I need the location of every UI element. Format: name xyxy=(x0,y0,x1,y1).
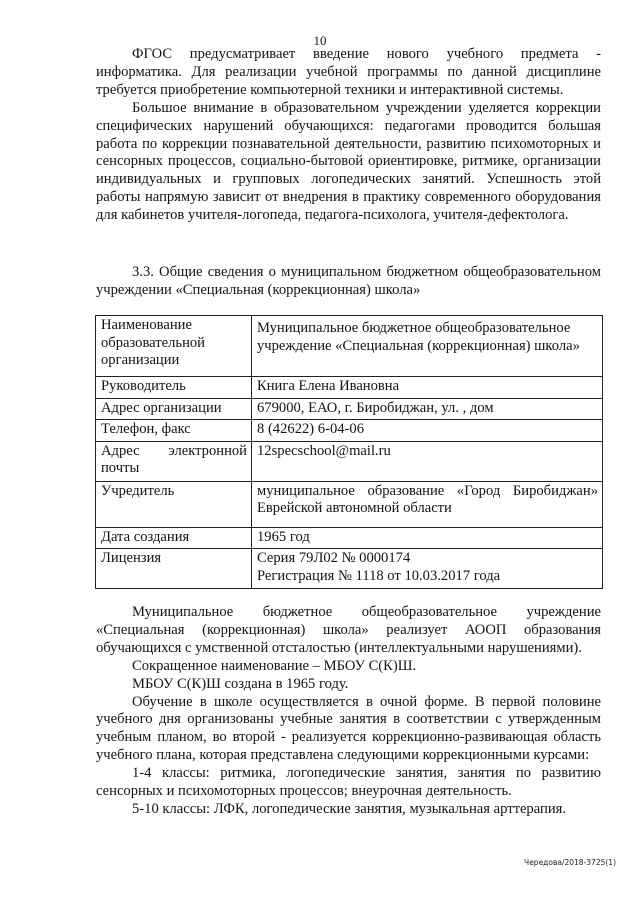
organization-info-table xyxy=(95,315,603,589)
table-key-cell: Адрес электронной почты xyxy=(96,441,252,481)
table-value-cell xyxy=(252,549,603,589)
table-value-text: 8 (42622) 6-04-06 xyxy=(257,421,365,437)
body-text xyxy=(96,604,601,819)
paragraph-grades-1-4: 1-4 классы: ритмика, логопедические занятия, занятия по развитию сенсорных и психомоторных процессов; внеурочная деятельность. xyxy=(96,765,601,800)
table-key-cell: Наименование образовательной организации xyxy=(96,316,252,377)
table-row xyxy=(96,549,603,589)
table-row xyxy=(96,441,603,481)
table-value-text: 12specschool@mail.ru xyxy=(257,442,391,459)
table-value-cell xyxy=(252,398,603,420)
section-heading: 3.3. Общие сведения о муниципальном бюджетном общеобразовательном учреждении «Специальная (коррекционная) школа» xyxy=(96,264,601,298)
table-value-cell xyxy=(252,377,603,399)
table-value-text: Муниципальное бюджетное общеобразовательное учреждение «Специальная (коррекционная) школа» xyxy=(257,320,580,354)
table-value-text: Регистрация № 1118 от 10.03.2017 года xyxy=(257,567,501,584)
intro-text xyxy=(96,46,601,225)
paragraph-grades-5-10: 5-10 классы: ЛФК, логопедические занятия, музыкальная арттерапия. xyxy=(132,800,566,817)
paragraph-correction: Большое внимание в образовательном учреждении уделяется коррекции специфических нарушений обучающихся: педагогами проводится большая работа по коррекции познавательной деятельности, развитию психомоторных и сенсорных процессов, социально-бытовой ориентировке, ритмике, организации индивидуальных и групповых логопедических занятий. Успешность этой работы напрямую зависит от внедрения в практику современного оборудования для кабинетов учителя-логопеда, педагога-психолога, учителя-дефектолога. xyxy=(96,99,601,224)
table-key-cell: Телефон, факс xyxy=(96,420,252,442)
table-key-cell: Руководитель xyxy=(96,377,252,399)
table-value-text: Книга Елена Ивановна xyxy=(257,378,400,394)
table-value-cell xyxy=(252,527,603,549)
table-key-cell: Лицензия xyxy=(96,549,252,589)
paragraph-education-form: Обучение в школе осуществляется в очной форме. В первой половине учебного дня организованы учебные занятия в соответствии с утвержденным учебным планом, во второй - реализуется коррекционно-развивающая область учебного плана, которая представлена следующими коррекционными курсами: xyxy=(96,693,601,764)
table-value-cell xyxy=(252,420,603,442)
table-row xyxy=(96,398,603,420)
table-value-cell xyxy=(252,481,603,527)
table-key-cell: Адрес организации xyxy=(96,398,252,420)
paragraph-aoop: Муниципальное бюджетное общеобразовательное учреждение «Специальная (коррекционная) школа» реализует АООП образования обучающихся с умственной отсталостью (интеллектуальными нарушениями). xyxy=(96,604,601,656)
table-value-cell xyxy=(252,441,603,481)
table-row xyxy=(96,420,603,442)
table-row xyxy=(96,481,603,527)
table-value-text: муниципальное образование «Город Биробиджан» Еврейской автономной области xyxy=(257,482,598,516)
table-row xyxy=(96,527,603,549)
paragraph-founded: МБОУ С(К)Ш создана в 1965 году. xyxy=(132,675,349,692)
footer-code: Чередова/2018-3725(1) xyxy=(524,858,616,867)
table-row xyxy=(96,316,603,377)
paragraph-short-name: Сокращенное наименование – МБОУ С(К)Ш. xyxy=(132,657,417,674)
table-value-cell xyxy=(252,316,603,377)
table-row xyxy=(96,377,603,399)
table-key-cell: Дата создания xyxy=(96,527,252,549)
paragraph-fgos: ФГОС предусматривает введение нового учебного предмета - информатика. Для реализации учебной программы по данной дисциплине требуется приобретение компьютерной техники и интерактивной системы. xyxy=(96,46,601,98)
page-number: 10 xyxy=(313,33,327,48)
table-key-cell: Учредитель xyxy=(96,481,252,527)
table-value-text: 1965 год xyxy=(257,528,310,545)
table-value-text: Серия 79Л02 № 0000174 xyxy=(257,550,411,566)
table-value-text: 679000, ЕАО, г. Биробиджан, ул. , дом xyxy=(257,399,494,416)
